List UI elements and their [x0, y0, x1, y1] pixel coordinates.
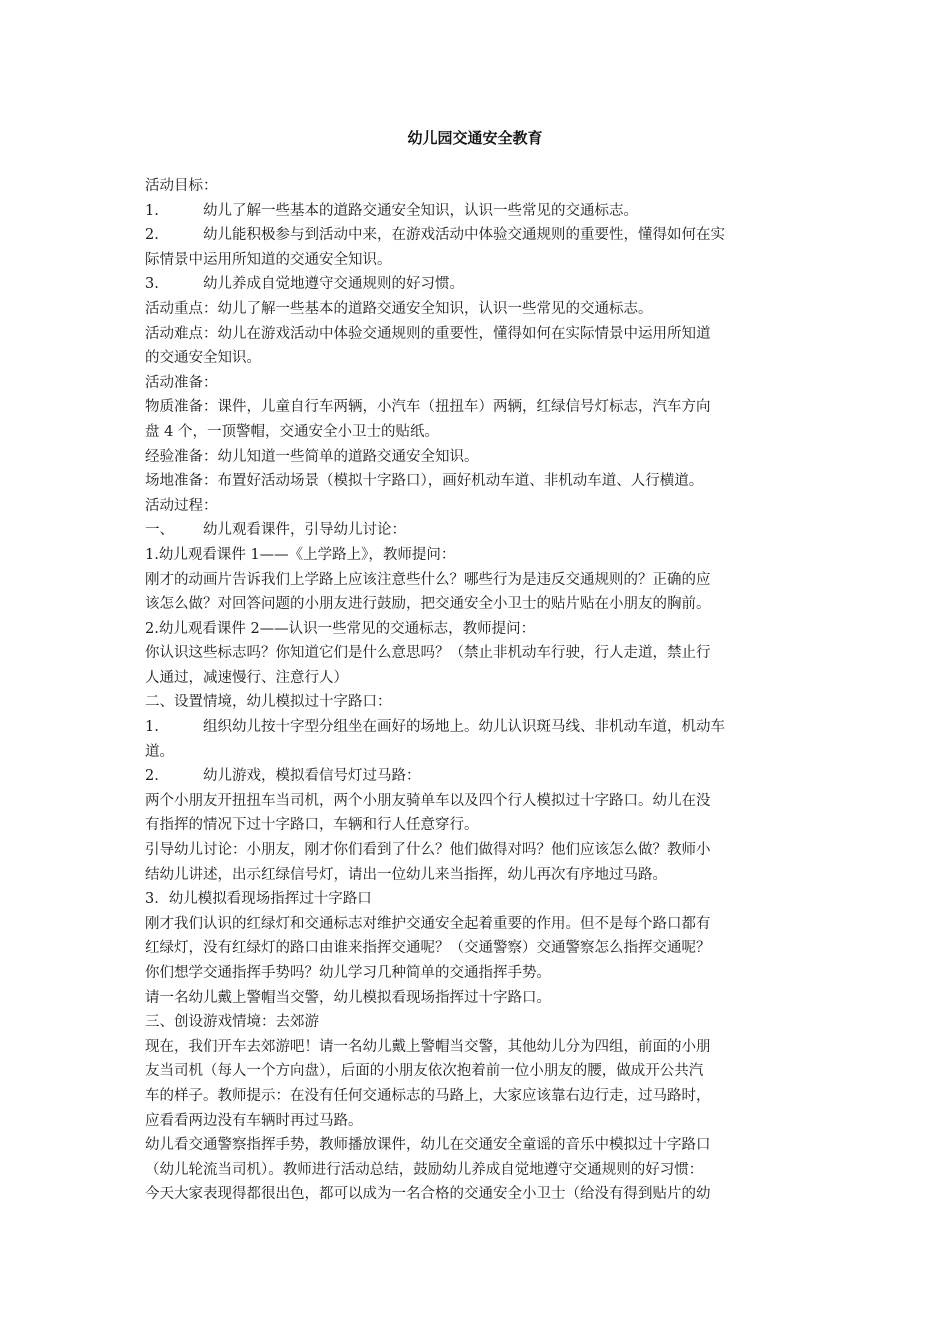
numbered-paragraph-line — [145, 715, 810, 740]
paragraph-line: 的交通安全知识。 — [145, 350, 261, 367]
paragraph-line: 2.幼儿观看课件 2——认识一些常见的交通标志，教师提问： — [145, 620, 536, 637]
list-number: 3. — [145, 276, 159, 293]
paragraph-line: 引导幼儿讨论：小朋友，刚才你们看到了什么？他们做得对吗？他们应该怎么做？教师小 — [145, 842, 711, 859]
paragraph-line: 场地准备：布置好活动场景（模拟十字路口），画好机动车道、非机动车道、人行横道。 — [145, 473, 704, 490]
paragraph-line: 活动难点：幼儿在游戏活动中体验交通规则的重要性，懂得如何在实际情景中运用所知道 — [145, 325, 711, 342]
list-item-text: 幼儿能积极参与到活动中来，在游戏活动中体验交通规则的重要性，懂得如何在实 — [203, 227, 725, 244]
paragraph-line: （幼儿轮流当司机）。教师进行活动总结，鼓励幼儿养成自觉地遵守交通规则的好习惯： — [145, 1161, 704, 1178]
paragraph-line: 际情景中运用所知道的交通安全知识。 — [145, 251, 392, 268]
paragraph-line: 经验准备：幼儿知道一些简单的道路交通安全知识。 — [145, 448, 479, 465]
paragraph-line: 请一名幼儿戴上警帽当交警，幼儿模拟看现场指挥过十字路口。 — [145, 989, 551, 1006]
numbered-paragraph-line — [145, 764, 810, 789]
paragraph-line: 3．幼儿模拟看现场指挥过十字路口 — [145, 891, 372, 908]
paragraph-line: 活动过程： — [145, 497, 218, 514]
list-number: 1. — [145, 719, 159, 736]
paragraph-line: 你认识这些标志吗？你知道它们是什么意思吗？（禁止非机动车行驶，行人走道，禁止行 — [145, 645, 711, 662]
paragraph-line: 应看看两边没有车辆时再过马路。 — [145, 1112, 363, 1129]
paragraph-line: 现在，我们开车去郊游吧！请一名幼儿戴上警帽当交警，其他幼儿分为四组，前面的小朋 — [145, 1038, 711, 1055]
list-item-text: 组织幼儿按十字型分组坐在画好的场地上。幼儿认识斑马线、非机动车道，机动车 — [203, 719, 725, 736]
paragraph-line: 1.幼儿观看课件 1——《上学路上》，教师提问： — [145, 546, 456, 563]
paragraph-line: 活动目标： — [145, 178, 218, 194]
paragraph-line: 红绿灯，没有红绿灯的路口由谁来指挥交通呢？（交通警察）交通警察怎么指挥交通呢？ — [145, 940, 711, 957]
list-item-text: 幼儿观看课件，引导幼儿讨论： — [203, 522, 406, 539]
paragraph-line: 人通过，减速慢行、注意行人） — [145, 669, 348, 686]
paragraph-line: 有指挥的情况下过十字路口，车辆和行人任意穿行。 — [145, 817, 479, 834]
paragraph-line: 幼儿看交通警察指挥手势，教师播放课件，幼儿在交通安全童谣的音乐中模拟过十字路口 — [145, 1137, 711, 1154]
numbered-paragraph-line — [145, 272, 810, 297]
paragraph-line: 你们想学交通指挥手势吗？幼儿学习几种简单的交通指挥手势。 — [145, 965, 551, 981]
paragraph-line: 友当司机（每人一个方向盘），后面的小朋友依次抱着前一位小朋友的腰，做成开公共汽 — [145, 1063, 704, 1080]
list-item-text: 幼儿了解一些基本的道路交通安全知识，认识一些常见的交通标志。 — [203, 202, 638, 219]
numbered-paragraph-line — [145, 518, 810, 543]
list-number: 一、 — [145, 522, 174, 539]
paragraph-line: 三、创设游戏情境：去郊游 — [145, 1014, 319, 1031]
numbered-paragraph-line — [145, 199, 810, 224]
paragraph-line: 活动准备： — [145, 374, 218, 391]
list-number: 2. — [145, 227, 159, 244]
document-title: 幼儿园交通安全教育 — [407, 129, 543, 147]
paragraph-line: 车的样子。教师提示：在没有任何交通标志的马路上，大家应该靠右边行走，过马路时， — [145, 1087, 711, 1104]
paragraph-line: 刚才我们认识的红绿灯和交通标志对维护交通安全起着重要的作用。但不是每个路口都有 — [145, 915, 711, 932]
paragraph-line: 活动重点：幼儿了解一些基本的道路交通安全知识，认识一些常见的交通标志。 — [145, 300, 653, 317]
paragraph-line: 刚才的动画片告诉我们上学路上应该注意些什么？哪些行为是违反交通规则的？正确的应 — [145, 571, 711, 588]
list-item-text: 幼儿游戏，模拟看信号灯过马路： — [203, 768, 421, 785]
list-item-text: 幼儿养成自觉地遵守交通规则的好习惯。 — [203, 276, 464, 293]
paragraph-line: 今天大家表现得都很出色，都可以成为一名合格的交通安全小卫士（给没有得到贴片的幼 — [145, 1186, 711, 1203]
list-number: 1. — [145, 202, 159, 219]
paragraph-line: 盘 4 个，一顶警帽，交通安全小卫士的贴纸。 — [145, 423, 439, 440]
paragraph-line: 该怎么做？对回答问题的小朋友进行鼓励，把交通安全小卫士的贴片贴在小朋友的胸前。 — [145, 596, 711, 613]
paragraph-line: 两个小朋友开扭扭车当司机，两个小朋友骑单车以及四个行人模拟过十字路口。幼儿在没 — [145, 792, 711, 809]
paragraph-line: 物质准备：课件，儿童自行车两辆，小汽车（扭扭车）两辆，红绿信号灯标志，汽车方向 — [145, 399, 711, 416]
list-number: 2. — [145, 768, 159, 785]
document-body — [145, 174, 810, 1207]
paragraph-line: 二、设置情境，幼儿模拟过十字路口： — [145, 694, 392, 711]
numbered-paragraph-line — [145, 223, 810, 248]
paragraph-line: 道。 — [145, 743, 174, 760]
paragraph-line: 结幼儿讲述，出示红绿信号灯，请出一位幼儿来当指挥，幼儿再次有序地过马路。 — [145, 866, 667, 883]
